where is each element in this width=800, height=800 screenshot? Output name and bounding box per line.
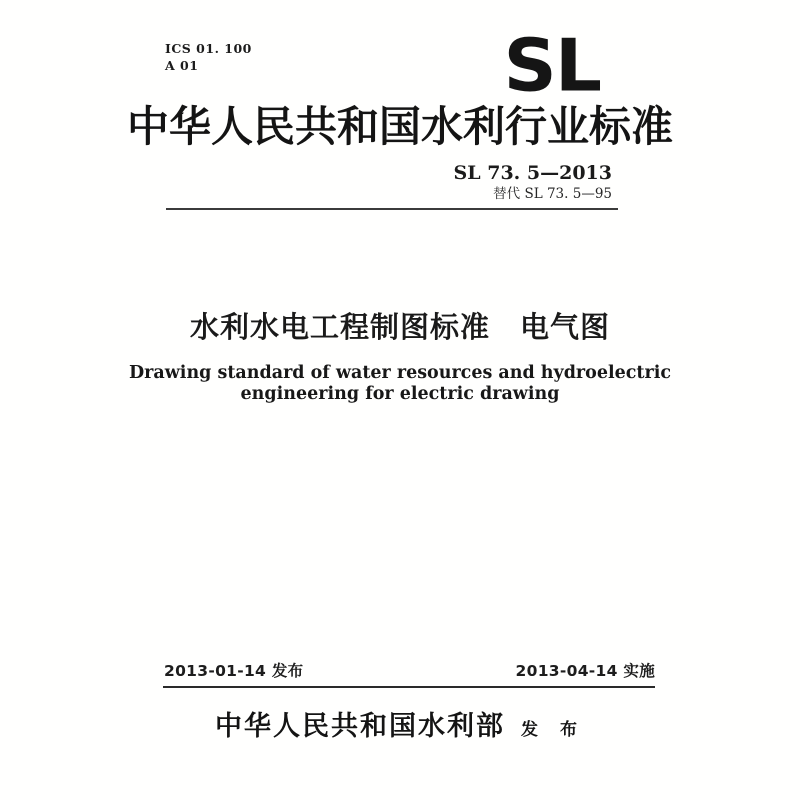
sl-logo: SL — [503, 23, 600, 109]
document-title-chinese: 水利水电工程制图标准 电气图 — [189, 310, 610, 344]
publisher-name: 中华人民共和国水利部 — [215, 711, 506, 742]
standard-number-block — [454, 162, 612, 202]
header-divider-line — [166, 208, 618, 210]
doc-class-code: A 01 — [165, 58, 199, 73]
publish-label: 发 布 — [521, 720, 585, 740]
footer-divider-line — [163, 686, 655, 688]
replaces-note: 替代 SL 73. 5—95 — [493, 186, 612, 202]
document-title-english-line1: Drawing standard of water resources and hydroelectric — [129, 363, 671, 383]
publisher-row — [0, 704, 800, 743]
implementation-date: 2013-04-14 实施 — [515, 662, 655, 680]
ics-code: ICS 01. 100 — [165, 41, 252, 56]
standard-number: SL 73. 5—2013 — [453, 162, 612, 184]
issue-date: 2013-01-14 发布 — [164, 662, 304, 680]
dates-row — [164, 661, 655, 681]
standard-category-title: 中华人民共和国水利行业标准 — [126, 102, 673, 151]
document-title-english-line2: engineering for electric drawing — [240, 384, 560, 404]
ics-code-block — [165, 40, 252, 74]
